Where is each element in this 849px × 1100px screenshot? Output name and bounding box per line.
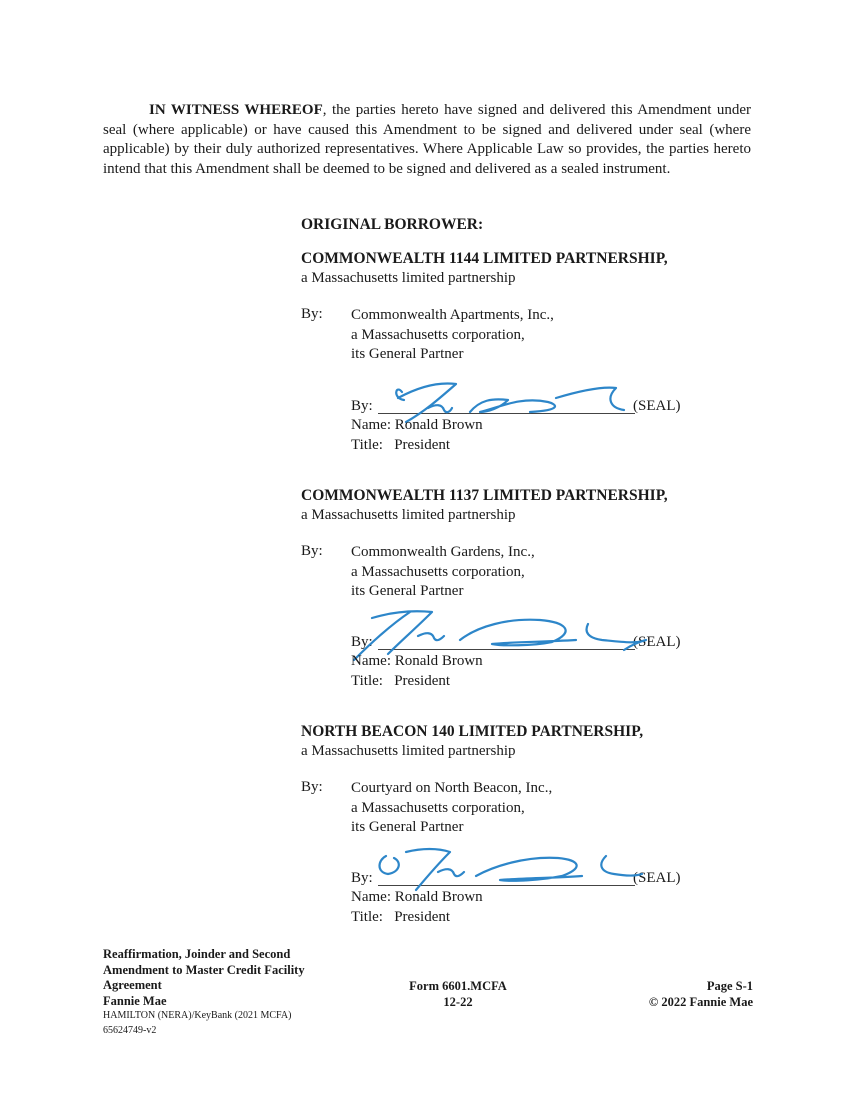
footer-line: Amendment to Master Credit Facility (103, 962, 305, 977)
entity-name: COMMONWEALTH 1137 LIMITED PARTNERSHIP, (301, 487, 668, 504)
signature-scribble-icon (366, 842, 646, 894)
signatory-name: Name: Ronald Brown (351, 889, 483, 905)
signature-by-label: By: (351, 870, 373, 886)
entity-name: NORTH BEACON 140 LIMITED PARTNERSHIP, (301, 723, 644, 740)
seal-label: (SEAL) (633, 398, 681, 414)
seal-label: (SEAL) (633, 634, 681, 650)
general-partner (351, 779, 552, 838)
footer-form (388, 979, 528, 1010)
gp-name: Commonwealth Apartments, Inc., (351, 307, 554, 323)
gp-descriptor: a Massachusetts corporation, (351, 563, 525, 580)
general-partner (351, 306, 554, 365)
signatory-title: Title: President (351, 908, 451, 925)
signatory-name: Name: Ronald Brown (351, 653, 483, 669)
copyright: © 2022 Fannie Mae (648, 994, 753, 1009)
signatory-title: Title: President (351, 436, 451, 453)
by-label: By: (301, 543, 323, 559)
signature-by-label: By: (351, 398, 373, 414)
entity-name: COMMONWEALTH 1144 LIMITED PARTNERSHIP, (301, 250, 668, 267)
general-partner (351, 543, 535, 602)
seal-label: (SEAL) (633, 870, 681, 886)
witness-paragraph (103, 101, 751, 179)
footer-line: Reaffirmation, Joinder and Second (103, 947, 291, 961)
gp-role: its General Partner (351, 819, 464, 835)
entity-descriptor: a Massachusetts limited partnership (301, 743, 516, 759)
gp-name: Courtyard on North Beacon, Inc., (351, 780, 553, 796)
gp-descriptor: a Massachusetts corporation, (351, 326, 525, 343)
footer-page (600, 979, 753, 1010)
signatory-info (351, 416, 483, 455)
entity-descriptor: a Massachusetts limited partnership (301, 270, 516, 286)
footer-line: Agreement (103, 978, 162, 992)
footer-document-info (103, 947, 305, 1038)
signatory-info (351, 652, 483, 691)
page-number: Page S-1 (706, 979, 753, 993)
footer-deal-ref: HAMILTON (NERA)/KeyBank (2021 MCFA) (103, 1010, 292, 1021)
signatory-info (351, 888, 483, 927)
signature-by-label: By: (351, 634, 373, 650)
entity-descriptor: a Massachusetts limited partnership (301, 507, 516, 523)
gp-role: its General Partner (351, 583, 464, 599)
witness-lead: IN WITNESS WHEREOF (149, 102, 323, 118)
by-label: By: (301, 779, 323, 795)
footer-doc-id: 65624749-v2 (103, 1024, 157, 1036)
original-borrower-heading: ORIGINAL BORROWER: (301, 216, 484, 233)
witness-text: , the parties hereto have signed and delivered this Amendment under seal (where applicable) or have caused this Amendment to be signed and delivered under seal (where applicable) by their duly authorized representatives. Where Applicable Law so provides, the parties hereto intend that this Amendment shall be deemed to be signed and delivered as a sealed instrument. (103, 102, 751, 177)
signatory-name: Name: Ronald Brown (351, 417, 483, 433)
form-number: Form 6601.MCFA (409, 979, 507, 993)
signatory-title: Title: President (351, 672, 451, 689)
gp-role: its General Partner (351, 346, 464, 362)
by-label: By: (301, 306, 323, 322)
form-date: 12-22 (443, 994, 473, 1009)
gp-name: Commonwealth Gardens, Inc., (351, 544, 535, 560)
footer-line: Fannie Mae (103, 993, 167, 1008)
gp-descriptor: a Massachusetts corporation, (351, 799, 525, 816)
